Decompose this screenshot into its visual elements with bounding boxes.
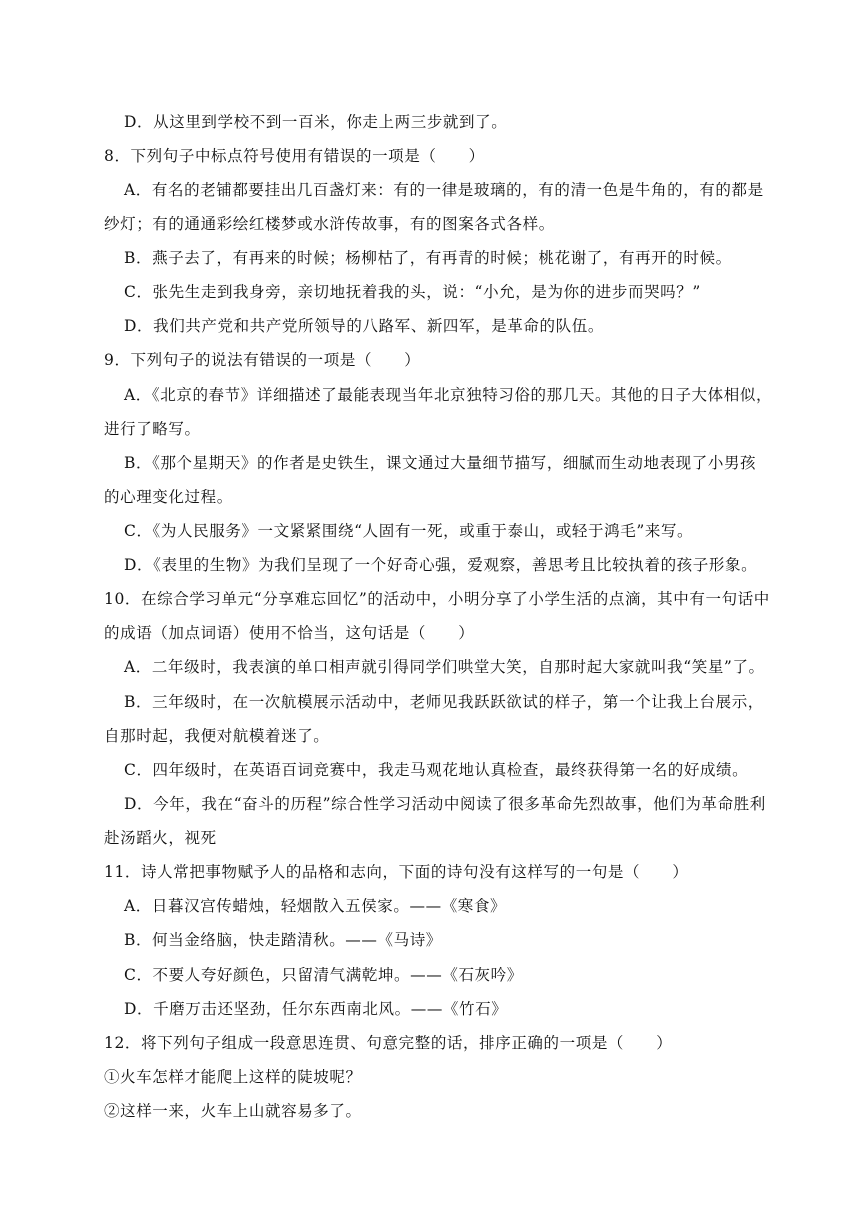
q8-stem: 8．下列句子中标点符号使用有错误的一项是（ ） — [104, 147, 485, 165]
q10-option-b: B．三年级时，在一次航模展示活动中，老师见我跃跃欲试的样子，第一个让我上台展示， — [124, 693, 764, 711]
q10-option-d: D．今年，我在“奋斗的历程”综合性学习活动中阅读了很多革命先烈故事，他们为革命胜利 — [124, 795, 766, 813]
q10-option-b-continued: 自那时起，我便对航模着迷了。 — [104, 727, 330, 745]
q10-option-d-continued: 赴汤蹈火，视死 — [104, 829, 217, 847]
q12-sentence-2: ②这样一来，火车上山就容易多了。 — [104, 1102, 362, 1120]
q11-option-b: B．何当金络脑，快走踏清秋。——《马诗》 — [124, 931, 442, 949]
q10-stem-continued: 的成语（加点词语）使用不恰当，这句话是（ ） — [104, 624, 475, 642]
q9-option-c: C．《为人民服务》一文紧紧围绕“人固有一死，或重于泰山，或轻于鸿毛”来写。 — [124, 522, 694, 540]
q9-option-a-continued: 进行了略写。 — [104, 420, 201, 438]
q8-option-c: C．张先生走到我身旁，亲切地抚着我的头，说：“小允，是为你的进步而哭吗？” — [124, 283, 701, 301]
q9-stem: 9．下列句子的说法有错误的一项是（ ） — [104, 351, 421, 369]
q9-option-b: B．《那个星期天》的作者是史铁生，课文通过大量细节描写，细腻而生动地表现了小男孩 — [124, 454, 757, 472]
q8-option-a-continued: 纱灯；有的通通彩绘红楼梦或水浒传故事，有的图案各式各样。 — [104, 215, 555, 233]
q11-stem: 11．诗人常把事物赋予人的品格和志向，下面的诗句没有这样写的一句是（ ） — [104, 863, 689, 881]
q7-option-d: D．从这里到学校不到一百米，你走上两三步就到了。 — [124, 113, 508, 131]
q12-sentence-1: ①火车怎样才能爬上这样的陡坡呢？ — [104, 1068, 362, 1086]
q9-option-b-continued: 的心理变化过程。 — [104, 488, 233, 506]
q11-option-d: D．千磨万击还坚劲，任尔东西南北风。——《竹石》 — [124, 1000, 508, 1018]
q9-option-a: A．《北京的春节》详细描述了最能表现当年北京独特习俗的那几天。其他的日子大体相似， — [124, 386, 773, 404]
q11-option-a: A．日暮汉宫传蜡烛，轻烟散入五侯家。——《寒食》 — [124, 897, 507, 915]
q10-stem: 10．在综合学习单元“分享难忘回忆”的活动中，小明分享了小学生活的点滴，其中有一句话中 — [104, 590, 770, 608]
q8-option-d: D．我们共产党和共产党所领导的八路军、新四军，是革命的队伍。 — [124, 317, 604, 335]
q10-option-c: C．四年级时，在英语百词竞赛中，我走马观花地认真检查，最终获得第一名的好成绩。 — [124, 761, 749, 779]
q9-option-d: D．《表里的生物》为我们呈现了一个好奇心强，爱观察，善思考且比较执着的孩子形象。 — [124, 556, 758, 574]
q8-option-b: B．燕子去了，有再来的时候；杨柳枯了，有再青的时候；桃花谢了，有再开的时候。 — [124, 249, 732, 267]
q11-option-c: C．不要人夸好颜色，只留清气满乾坤。——《石灰吟》 — [124, 966, 523, 984]
q10-option-a: A．二年级时，我表演的单口相声就引得同学们哄堂大笑，自那时起大家就叫我“笑星”了。 — [124, 658, 765, 676]
q8-option-a: A．有名的老铺都要挂出几百盏灯来：有的一律是玻璃的，有的清一色是牛角的，有的都是 — [124, 181, 764, 199]
q12-stem: 12．将下列句子组成一段意思连贯、句意完整的话，排序正确的一项是（ ） — [104, 1034, 673, 1052]
